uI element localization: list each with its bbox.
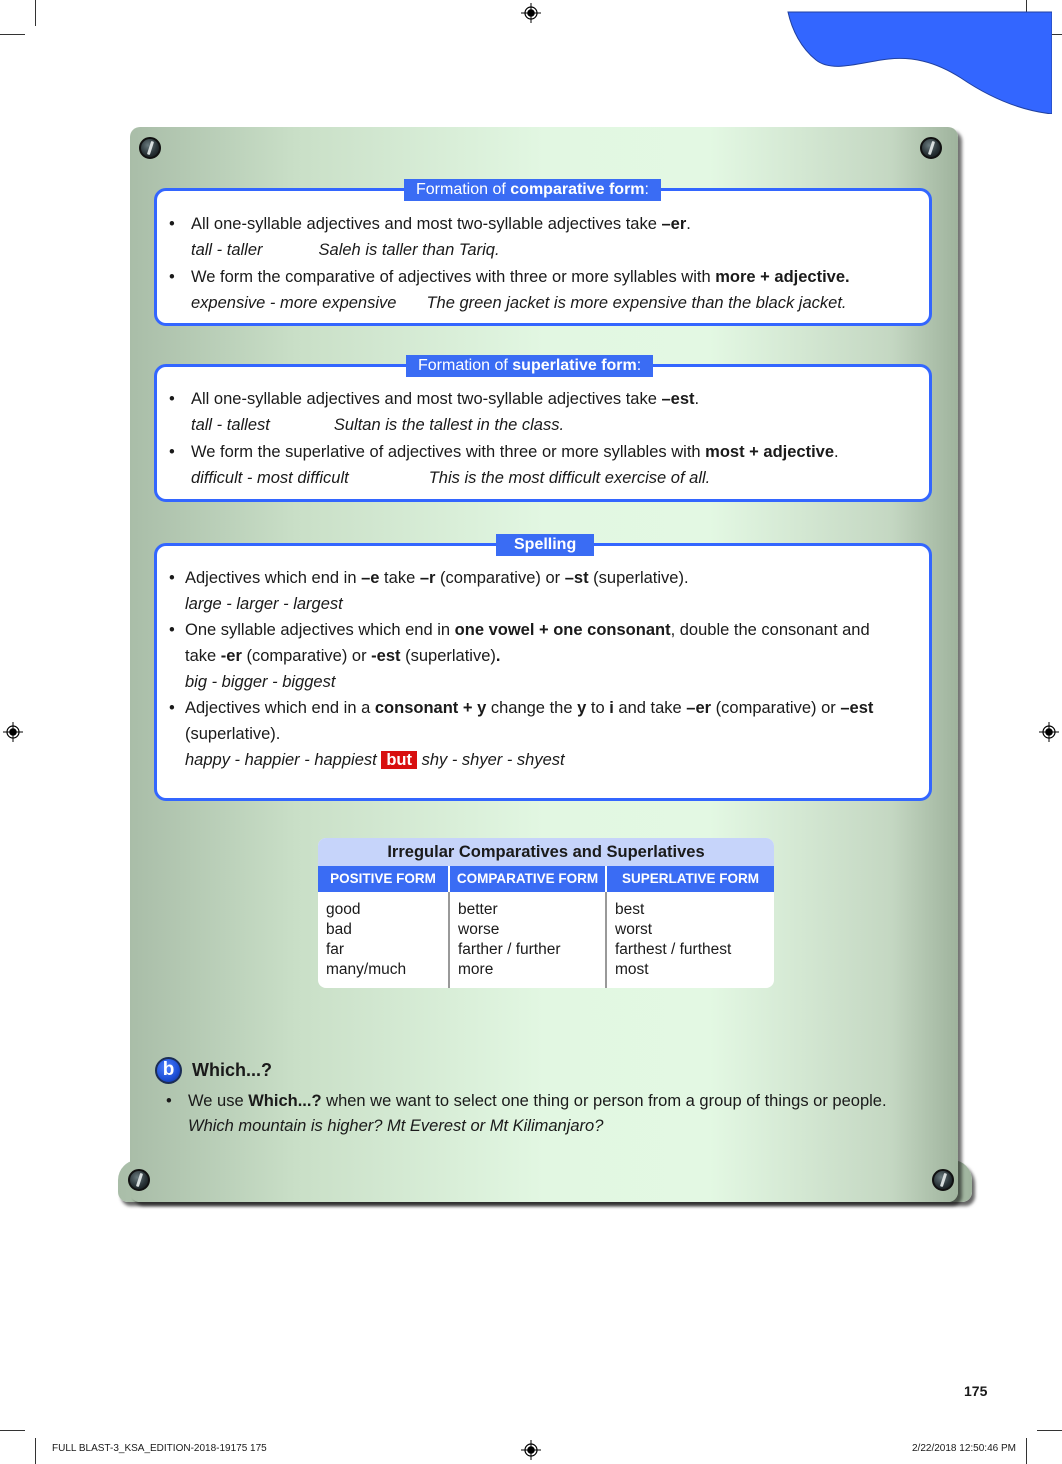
bullet: • xyxy=(169,699,175,717)
print-slug-left: FULL BLAST-3_KSA_EDITION-2018-19175 175 xyxy=(52,1443,267,1454)
table-title: Irregular Comparatives and Superlatives xyxy=(318,838,774,866)
rule-item: • Adjectives which end in a consonant + y change the y to i and take –er (comparative) or –est (superlative). xyxy=(157,695,897,747)
crop-mark xyxy=(35,1438,36,1464)
blue-wave-decoration xyxy=(786,10,1052,114)
table-cell: farthest / furthest xyxy=(615,941,732,958)
table-cell: worse xyxy=(458,921,500,938)
superlative-column xyxy=(607,892,774,988)
bullet: • xyxy=(169,621,175,639)
example-line: tall - tallest Sultan is the tallest in the class. xyxy=(191,416,565,434)
bullet: • xyxy=(169,443,175,461)
print-slug-right: 2/22/2018 12:50:46 PM xyxy=(912,1443,1016,1454)
rule-item: • Adjectives which end in –e take –r (comparative) or –st (superlative). xyxy=(157,565,929,591)
registration-mark-icon xyxy=(1039,722,1059,742)
table-cell: worst xyxy=(615,921,653,938)
bullet: • xyxy=(169,390,175,408)
example-line: difficult - most difficult This is the most difficult exercise of all. xyxy=(191,469,711,487)
bullet: • xyxy=(166,1092,172,1110)
irregular-forms-table xyxy=(318,838,774,988)
example-line: big - bigger - biggest xyxy=(185,673,336,691)
screw-icon xyxy=(128,1169,150,1191)
column-header: POSITIVE FORM xyxy=(318,866,450,892)
example-line: expensive - more expensive The green jacket is more expensive than the black jacket. xyxy=(191,294,847,312)
table-header xyxy=(318,866,774,892)
registration-mark-icon xyxy=(3,722,23,742)
rule-item: • One syllable adjectives which end in one vowel + one consonant, double the consonant and take -er (comparative) or -est (superlative). xyxy=(157,617,897,669)
rule-item: • All one-syllable adjectives and most two-syllable adjectives take –er. xyxy=(157,211,929,237)
table-cell: bad xyxy=(326,921,352,938)
table-body xyxy=(318,892,774,988)
section-b-badge-icon: b xyxy=(155,1057,182,1084)
registration-mark-icon xyxy=(521,3,541,23)
column-header: SUPERLATIVE FORM xyxy=(621,871,759,886)
which-section-title: Which...? xyxy=(192,1060,272,1080)
table-cell: most xyxy=(615,961,649,978)
spelling-box-title: Spelling xyxy=(496,534,594,556)
comparative-box-title: Formation of comparative form: xyxy=(404,179,661,201)
superlative-rules-box xyxy=(154,364,932,502)
bullet: • xyxy=(169,569,175,587)
screw-icon xyxy=(932,1169,954,1191)
table-cell: more xyxy=(458,961,494,978)
but-tag: but xyxy=(381,751,417,769)
table-cell: many/much xyxy=(326,961,407,978)
example-line: tall - taller Saleh is taller than Tariq. xyxy=(191,241,500,259)
crop-mark xyxy=(35,0,36,26)
crop-mark xyxy=(0,1430,25,1431)
example-line: large - larger - largest xyxy=(185,595,343,613)
rule-item: • We form the comparative of adjectives with three or more syllables with more + adjective. xyxy=(157,264,929,290)
rule-item: • We use Which...? when we want to select one thing or person from a group of things or people. xyxy=(166,1090,926,1113)
screw-icon xyxy=(139,137,161,159)
table-cell: better xyxy=(458,901,498,918)
table-cell: good xyxy=(326,901,361,918)
superlative-box-title: Formation of superlative form: xyxy=(406,355,653,377)
table-cell: far xyxy=(326,941,345,958)
crop-mark xyxy=(1026,1438,1027,1464)
table-cell: best xyxy=(615,901,645,918)
page-number: 175 xyxy=(964,1383,988,1399)
screw-icon xyxy=(920,137,942,159)
bullet: • xyxy=(169,215,175,233)
column-header: COMPARATIVE FORM xyxy=(450,866,607,892)
bullet: • xyxy=(169,268,175,286)
example-line: Which mountain is higher? Mt Everest or Mt Kilimanjaro? xyxy=(188,1117,604,1135)
crop-mark xyxy=(0,34,25,35)
example-line: happy - happier - happiest but shy - shyer - shyest xyxy=(185,751,565,769)
registration-mark-icon xyxy=(521,1440,541,1460)
rule-item: • We form the superlative of adjectives with three or more syllables with most + adjective. xyxy=(157,439,929,465)
spelling-rules-box xyxy=(154,543,932,801)
crop-mark xyxy=(1037,1430,1062,1431)
comparative-rules-box xyxy=(154,188,932,326)
comparative-column xyxy=(450,892,607,988)
rule-item: • All one-syllable adjectives and most two-syllable adjectives take –est. xyxy=(157,386,929,412)
which-section-body xyxy=(166,1090,926,1138)
table-cell: farther / further xyxy=(458,941,561,958)
positive-column xyxy=(318,892,450,988)
